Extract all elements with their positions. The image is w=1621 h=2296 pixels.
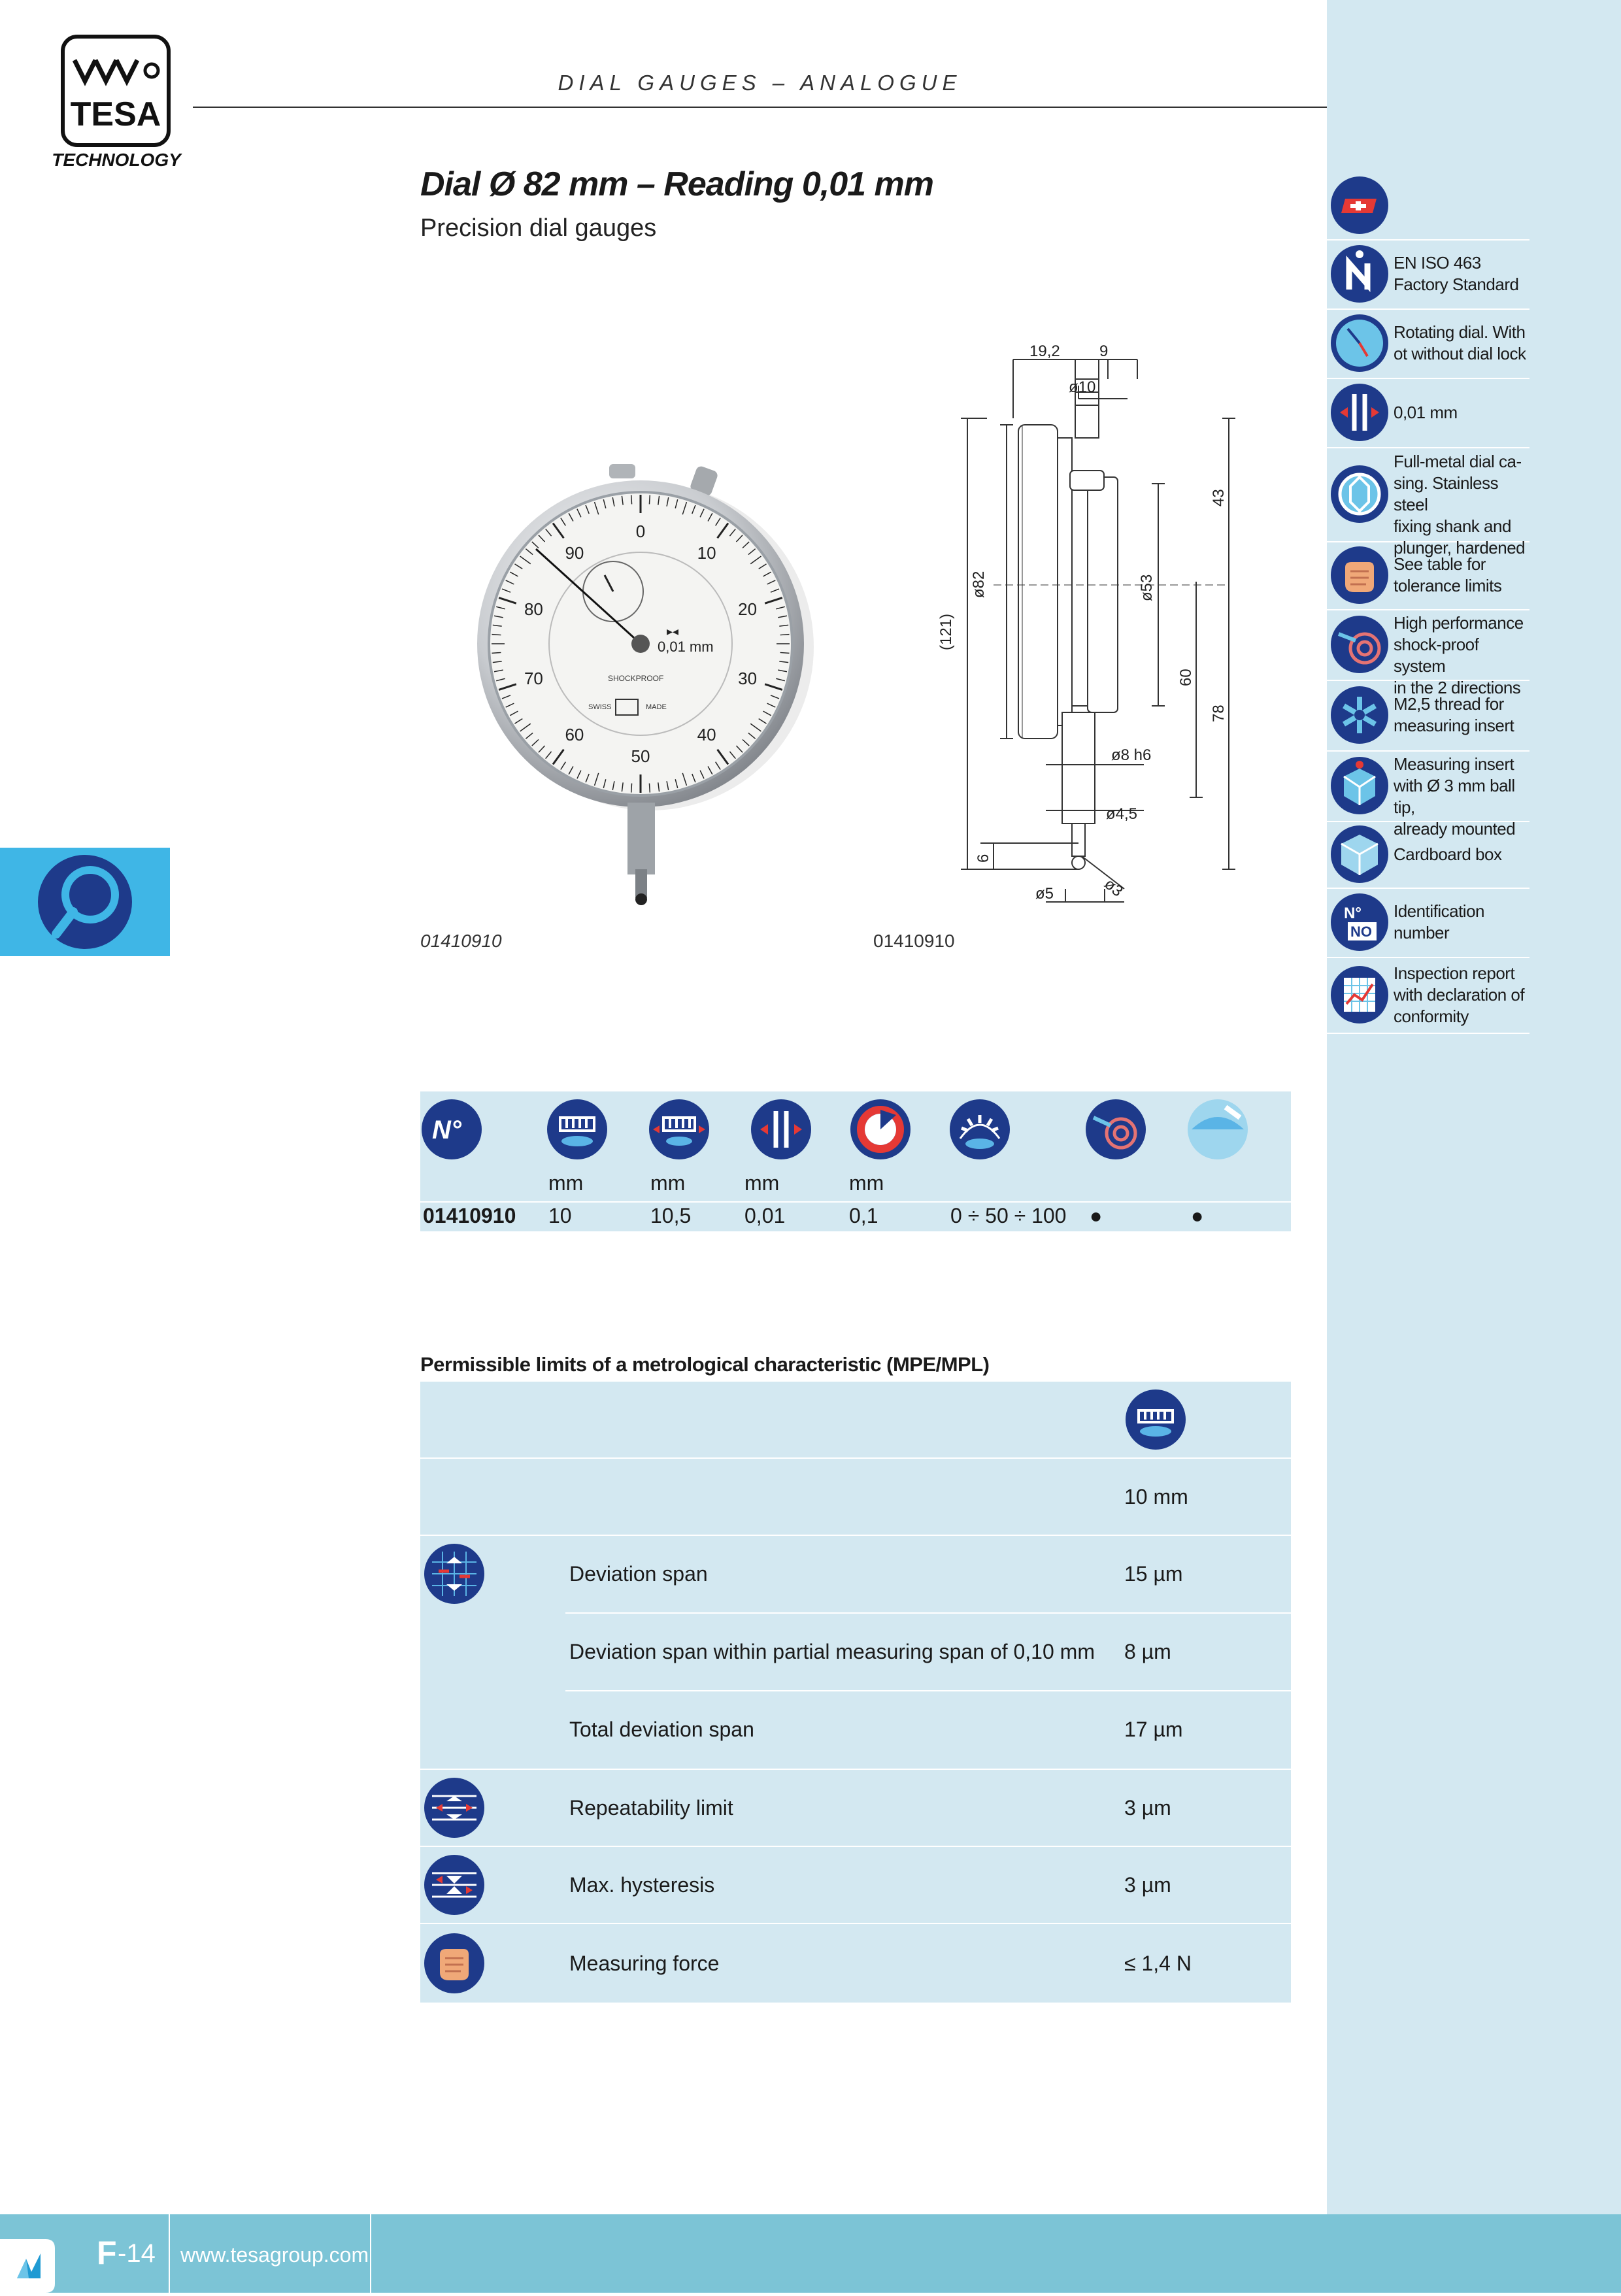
order-number[interactable]: 01410910 (423, 1204, 516, 1227)
dim-d5: ø5 (1035, 885, 1054, 903)
lifting-cap-icon (1186, 1098, 1249, 1166)
spec-value: 0,01 (744, 1204, 786, 1227)
svg-text:N°: N° (432, 1116, 461, 1144)
feature-text: Full-metal dial ca- sing. Stainless steel fixing shank and plunger, hardened (1394, 452, 1526, 557)
spec-unit: mm (744, 1171, 780, 1195)
dim-60: 60 (1177, 669, 1195, 686)
measuring-force-value: ≤ 1,4 N (1124, 1952, 1192, 1975)
shockproof-icon (1084, 1098, 1147, 1166)
footer-divider-1 (169, 2214, 170, 2293)
dial-gauge-chapter-icon (0, 848, 170, 956)
feature-item (1327, 821, 1529, 889)
overall-span-icon (648, 1098, 710, 1166)
page-letter: F (97, 2235, 117, 2271)
dim-d82: ø82 (970, 571, 988, 598)
dial-number: 0 (635, 522, 646, 541)
spec-value: ● (1090, 1204, 1103, 1227)
photo-caption: 01410910 (420, 931, 502, 951)
hysteresis-value: 3 µm (1124, 1873, 1171, 1897)
feature-item (1327, 957, 1529, 1034)
technical-drawing (915, 340, 1255, 915)
spec-unit: mm (650, 1171, 686, 1195)
swiss-cross-icon (1329, 175, 1390, 235)
hysteresis-icon (423, 1854, 486, 1920)
dim-43: 43 (1210, 489, 1228, 507)
total-deviation-label: Total deviation span (569, 1718, 754, 1741)
tesa-logo (52, 34, 181, 171)
feature-text: Inspection report with declaration of conformity (1394, 963, 1525, 1026)
feature-item (1327, 447, 1529, 557)
feature-item (1327, 541, 1529, 610)
feature-text: 0,01 mm (1394, 402, 1458, 422)
dial-made: MADE (646, 703, 667, 711)
span-value: 10 mm (1124, 1485, 1188, 1508)
dial-number: 20 (738, 599, 758, 619)
thread-icon (1329, 685, 1390, 745)
spec-value: 10,5 (650, 1204, 692, 1227)
dim-d8h6: ø8 h6 (1111, 746, 1152, 764)
dim-78: 78 (1210, 705, 1228, 722)
repeatability-icon (423, 1776, 486, 1842)
partial-span-value: 8 µm (1124, 1640, 1171, 1663)
dim-9: 9 (1099, 342, 1109, 360)
dial-number: 80 (524, 599, 543, 619)
spec-unit: mm (849, 1171, 884, 1195)
dial-number: 60 (565, 725, 584, 745)
footer-url[interactable]: www.tesagroup.com (180, 2243, 369, 2267)
deviation-span-icon (423, 1542, 486, 1608)
feature-item (1327, 609, 1529, 697)
cardboard-box-icon (1329, 824, 1390, 884)
total-deviation-value: 17 µm (1124, 1718, 1183, 1741)
dim-121: (121) (937, 613, 955, 650)
repeatability-label: Repeatability limit (569, 1796, 733, 1820)
feature-item (1327, 239, 1529, 310)
dim-d53: ø53 (1138, 574, 1156, 601)
dial-number: 10 (697, 542, 716, 563)
dial-number: 40 (697, 725, 716, 745)
spec-value: ● (1191, 1204, 1204, 1227)
identification-number-icon (1329, 892, 1390, 952)
tolerance-deviation-group (420, 1536, 1291, 1769)
dial-swiss: SWISS (588, 703, 612, 711)
feature-text: Rotating dial. With ot without dial lock (1394, 322, 1526, 363)
hand-force-icon (1329, 545, 1390, 605)
hand-force-icon (423, 1932, 486, 1998)
feature-item (1327, 888, 1529, 958)
chapter-tab[interactable] (0, 848, 170, 956)
dial-number: 90 (565, 542, 584, 563)
tolerance-title: Permissible limits of a metrological characteristic (MPE/MPL) (420, 1353, 990, 1376)
spec-value: 0 ÷ 50 ÷ 100 (950, 1204, 1067, 1227)
page-number: -14 (118, 2239, 156, 2268)
partial-span-label: Deviation span within partial measuring span of 0,10 mm (569, 1640, 1095, 1663)
feature-item (1327, 680, 1529, 752)
product-photo (471, 458, 811, 915)
feature-text: EN ISO 463 Factory Standard (1394, 253, 1519, 294)
no-icon (420, 1098, 483, 1166)
feature-text: M2,5 thread for measuring insert (1394, 694, 1514, 735)
measuring-force-label: Measuring force (569, 1952, 720, 1975)
logo-text: TESA (70, 95, 161, 133)
inspection-report-icon (1329, 965, 1390, 1025)
svg-text:NO: NO (1350, 923, 1372, 940)
feature-item (1327, 378, 1529, 448)
tolerance-header-row (420, 1382, 1291, 1457)
feature-text: Measuring insert with Ø 3 mm ball tip, already mounted (1394, 754, 1516, 839)
shockproof-icon (1329, 614, 1390, 674)
hysteresis-label: Max. hysteresis (569, 1873, 715, 1897)
feature-item (1327, 750, 1529, 839)
product-title: Dial Ø 82 mm – Reading 0,01 mm (420, 165, 933, 203)
dial-shockproof: SHOCKPROOF (608, 674, 664, 683)
tesa-footer-icon (0, 2239, 59, 2293)
resolution-icon (750, 1098, 812, 1166)
spec-value: 10 (548, 1204, 572, 1227)
tolerance-force-row (420, 1924, 1291, 2003)
section-title: DIAL GAUGES – ANALOGUE (558, 71, 962, 95)
measuring-span-icon (546, 1098, 609, 1166)
metal-casing-icon (1329, 464, 1390, 524)
resolution-icon (1329, 382, 1390, 442)
tolerance-span-row (420, 1459, 1291, 1535)
drawing-caption: 01410910 (873, 931, 955, 951)
footer-divider-2 (370, 2214, 371, 2293)
measuring-span-icon (1124, 1388, 1187, 1454)
dim-d10: ø10 (1069, 378, 1096, 396)
repeatability-value: 3 µm (1124, 1796, 1171, 1820)
product-subtitle: Precision dial gauges (420, 214, 657, 242)
standard-n-icon (1329, 244, 1390, 304)
logo-sub: TECHNOLOGY (52, 150, 181, 170)
deviation-span-label: Deviation span (569, 1562, 708, 1586)
tolerance-repeatability-row (420, 1770, 1291, 1846)
feature-item (1327, 171, 1529, 241)
dial-number: 50 (631, 746, 650, 766)
feature-item (1327, 308, 1529, 379)
footer (0, 2214, 1621, 2293)
ball-tip-icon (1329, 756, 1390, 816)
revolution-icon (849, 1098, 912, 1166)
dial-scale-icon (948, 1098, 1011, 1166)
dim-d4-5: ø4,5 (1106, 805, 1138, 823)
dial-arrow: ▸◂ (667, 625, 679, 638)
spec-value: 0,1 (849, 1204, 878, 1227)
rotating-dial-icon (1329, 313, 1390, 373)
header-rule (193, 107, 1327, 108)
feature-text: Identification number (1394, 901, 1484, 942)
feature-text: Cardboard box (1394, 844, 1502, 864)
feature-text: High performance shock-proof system in the 2 directions (1394, 612, 1524, 697)
spec-table (420, 1091, 1291, 1231)
dim-6: 6 (975, 854, 992, 863)
dial-number: 70 (524, 669, 543, 689)
tolerance-hysteresis-row (420, 1847, 1291, 1923)
spec-unit: mm (548, 1171, 584, 1195)
svg-text:N°: N° (1344, 905, 1362, 922)
dim-19-2: 19,2 (1029, 342, 1060, 360)
dim-d3: ø3 (1101, 874, 1126, 901)
feature-text: See table for tolerance limits (1394, 554, 1502, 595)
dial-reading: 0,01 mm (658, 639, 714, 655)
dial-number: 30 (738, 669, 758, 689)
deviation-span-value: 15 µm (1124, 1562, 1183, 1586)
